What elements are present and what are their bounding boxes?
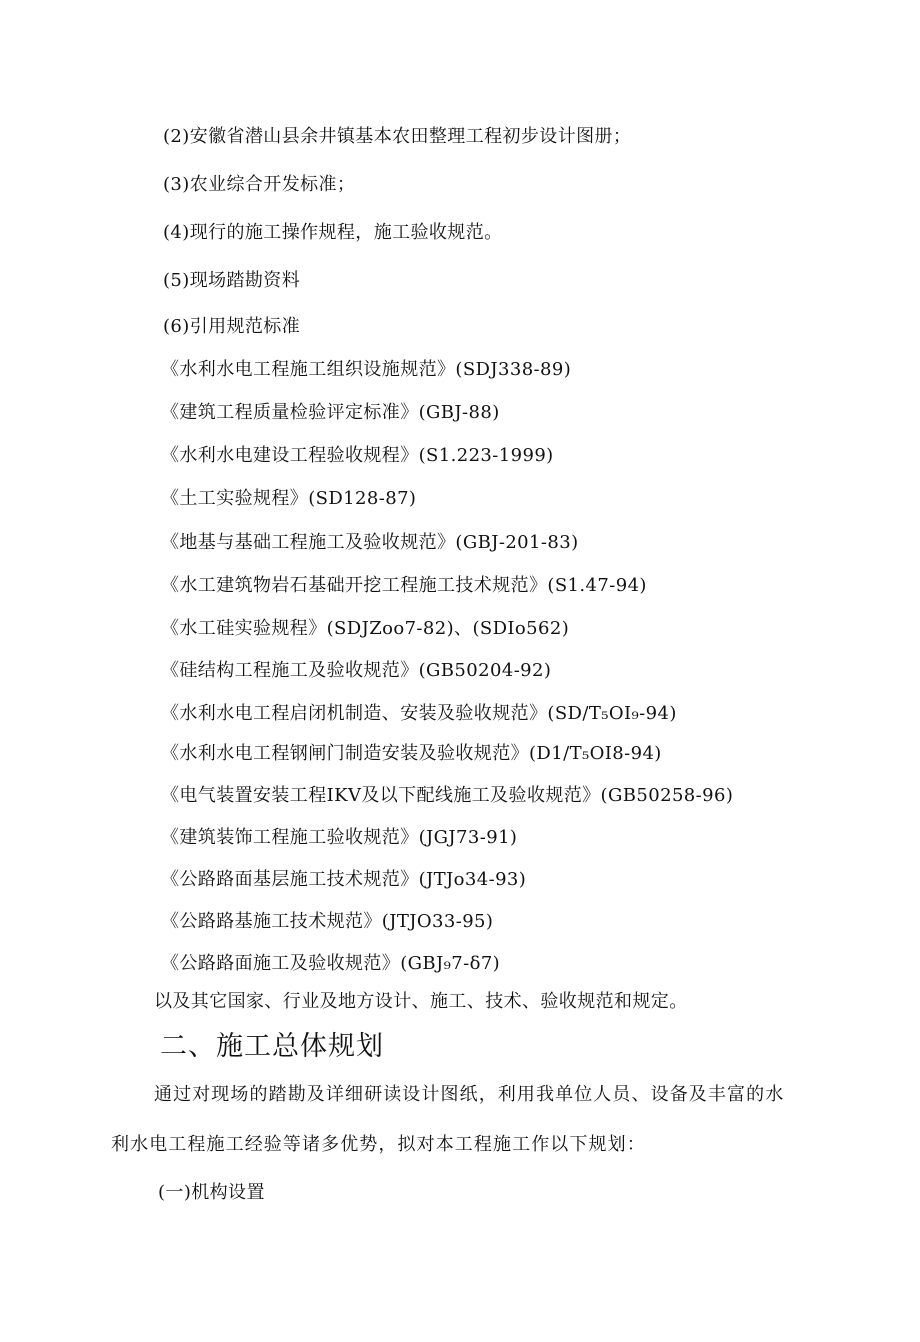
subsection-heading: (一)机构设置: [158, 1182, 265, 1203]
basis-item-4: (4)现行的施工操作规程，施工验收规范。: [163, 222, 503, 243]
basis-item-5: (5)现场踏勘资料: [163, 270, 301, 291]
section-heading: 二、施工总体规划: [160, 1031, 384, 1062]
standard-item: 《水工建筑物岩石基础开挖工程施工技术规范》(S1.47-94): [161, 575, 647, 596]
standard-item: 《公路路面施工及验收规范》(GBJ₉7-δ7): [161, 953, 501, 974]
standard-item: 《硅结构工程施工及验收规范》(GB50204-92): [161, 660, 552, 681]
standard-item: 《水利水电工程施工组织设施规范》(SDJ338-89): [161, 359, 572, 380]
standard-item: 《公路路基施工技术规范》(JTJO33-95): [161, 911, 494, 932]
closing-line: 以及其它国家、行业及地方设计、施工、技术、验收规范和规定。: [154, 991, 688, 1012]
basis-item-2: (2)安徽省潜山县余井镇基本农田整理工程初步设计图册；: [163, 126, 632, 147]
paragraph-line-2: 利水电工程施工经验等诸多优势，拟对本工程施工作以下规划：: [111, 1134, 646, 1155]
standard-item: 《土工实验规程》(SD128-87): [161, 488, 417, 509]
standard-item: 《建筑装饰工程施工验收规范》(JGJ73-91): [161, 827, 518, 848]
basis-item-6: (6)引用规范标准: [163, 316, 301, 337]
standard-item: 《地基与基础工程施工及验收规范》(GBJ-201-83): [161, 532, 579, 553]
standard-item: 《水工硅实验规程》(SDJZoo7-82)、(SDIo562): [161, 618, 570, 639]
standard-item: 《水利水电建设工程验收规程》(S1.223-1999): [161, 445, 554, 466]
paragraph-line-1: 通过对现场的踏勘及详细研读设计图纸，利用我单位人员、设备及丰富的水: [154, 1084, 785, 1105]
standard-item: 《电气装置安装工程IKV及以下配线施工及验收规范》(GB50258-96): [161, 785, 734, 806]
basis-item-3: (3)农业综合开发标准；: [163, 174, 356, 195]
standard-item: 《水利水电工程启闭机制造、安装及验收规范》(SD/T₅OI₉-94): [161, 703, 677, 724]
standard-item: 《水利水电工程钢闸门制造安装及验收规范》(D1/T₅OI8-94): [161, 743, 662, 764]
standard-item: 《建筑工程质量检验评定标准》(GBJ-88): [161, 402, 500, 423]
standard-item: 《公路路面基层施工技术规范》(JTJo34-93): [161, 869, 527, 890]
